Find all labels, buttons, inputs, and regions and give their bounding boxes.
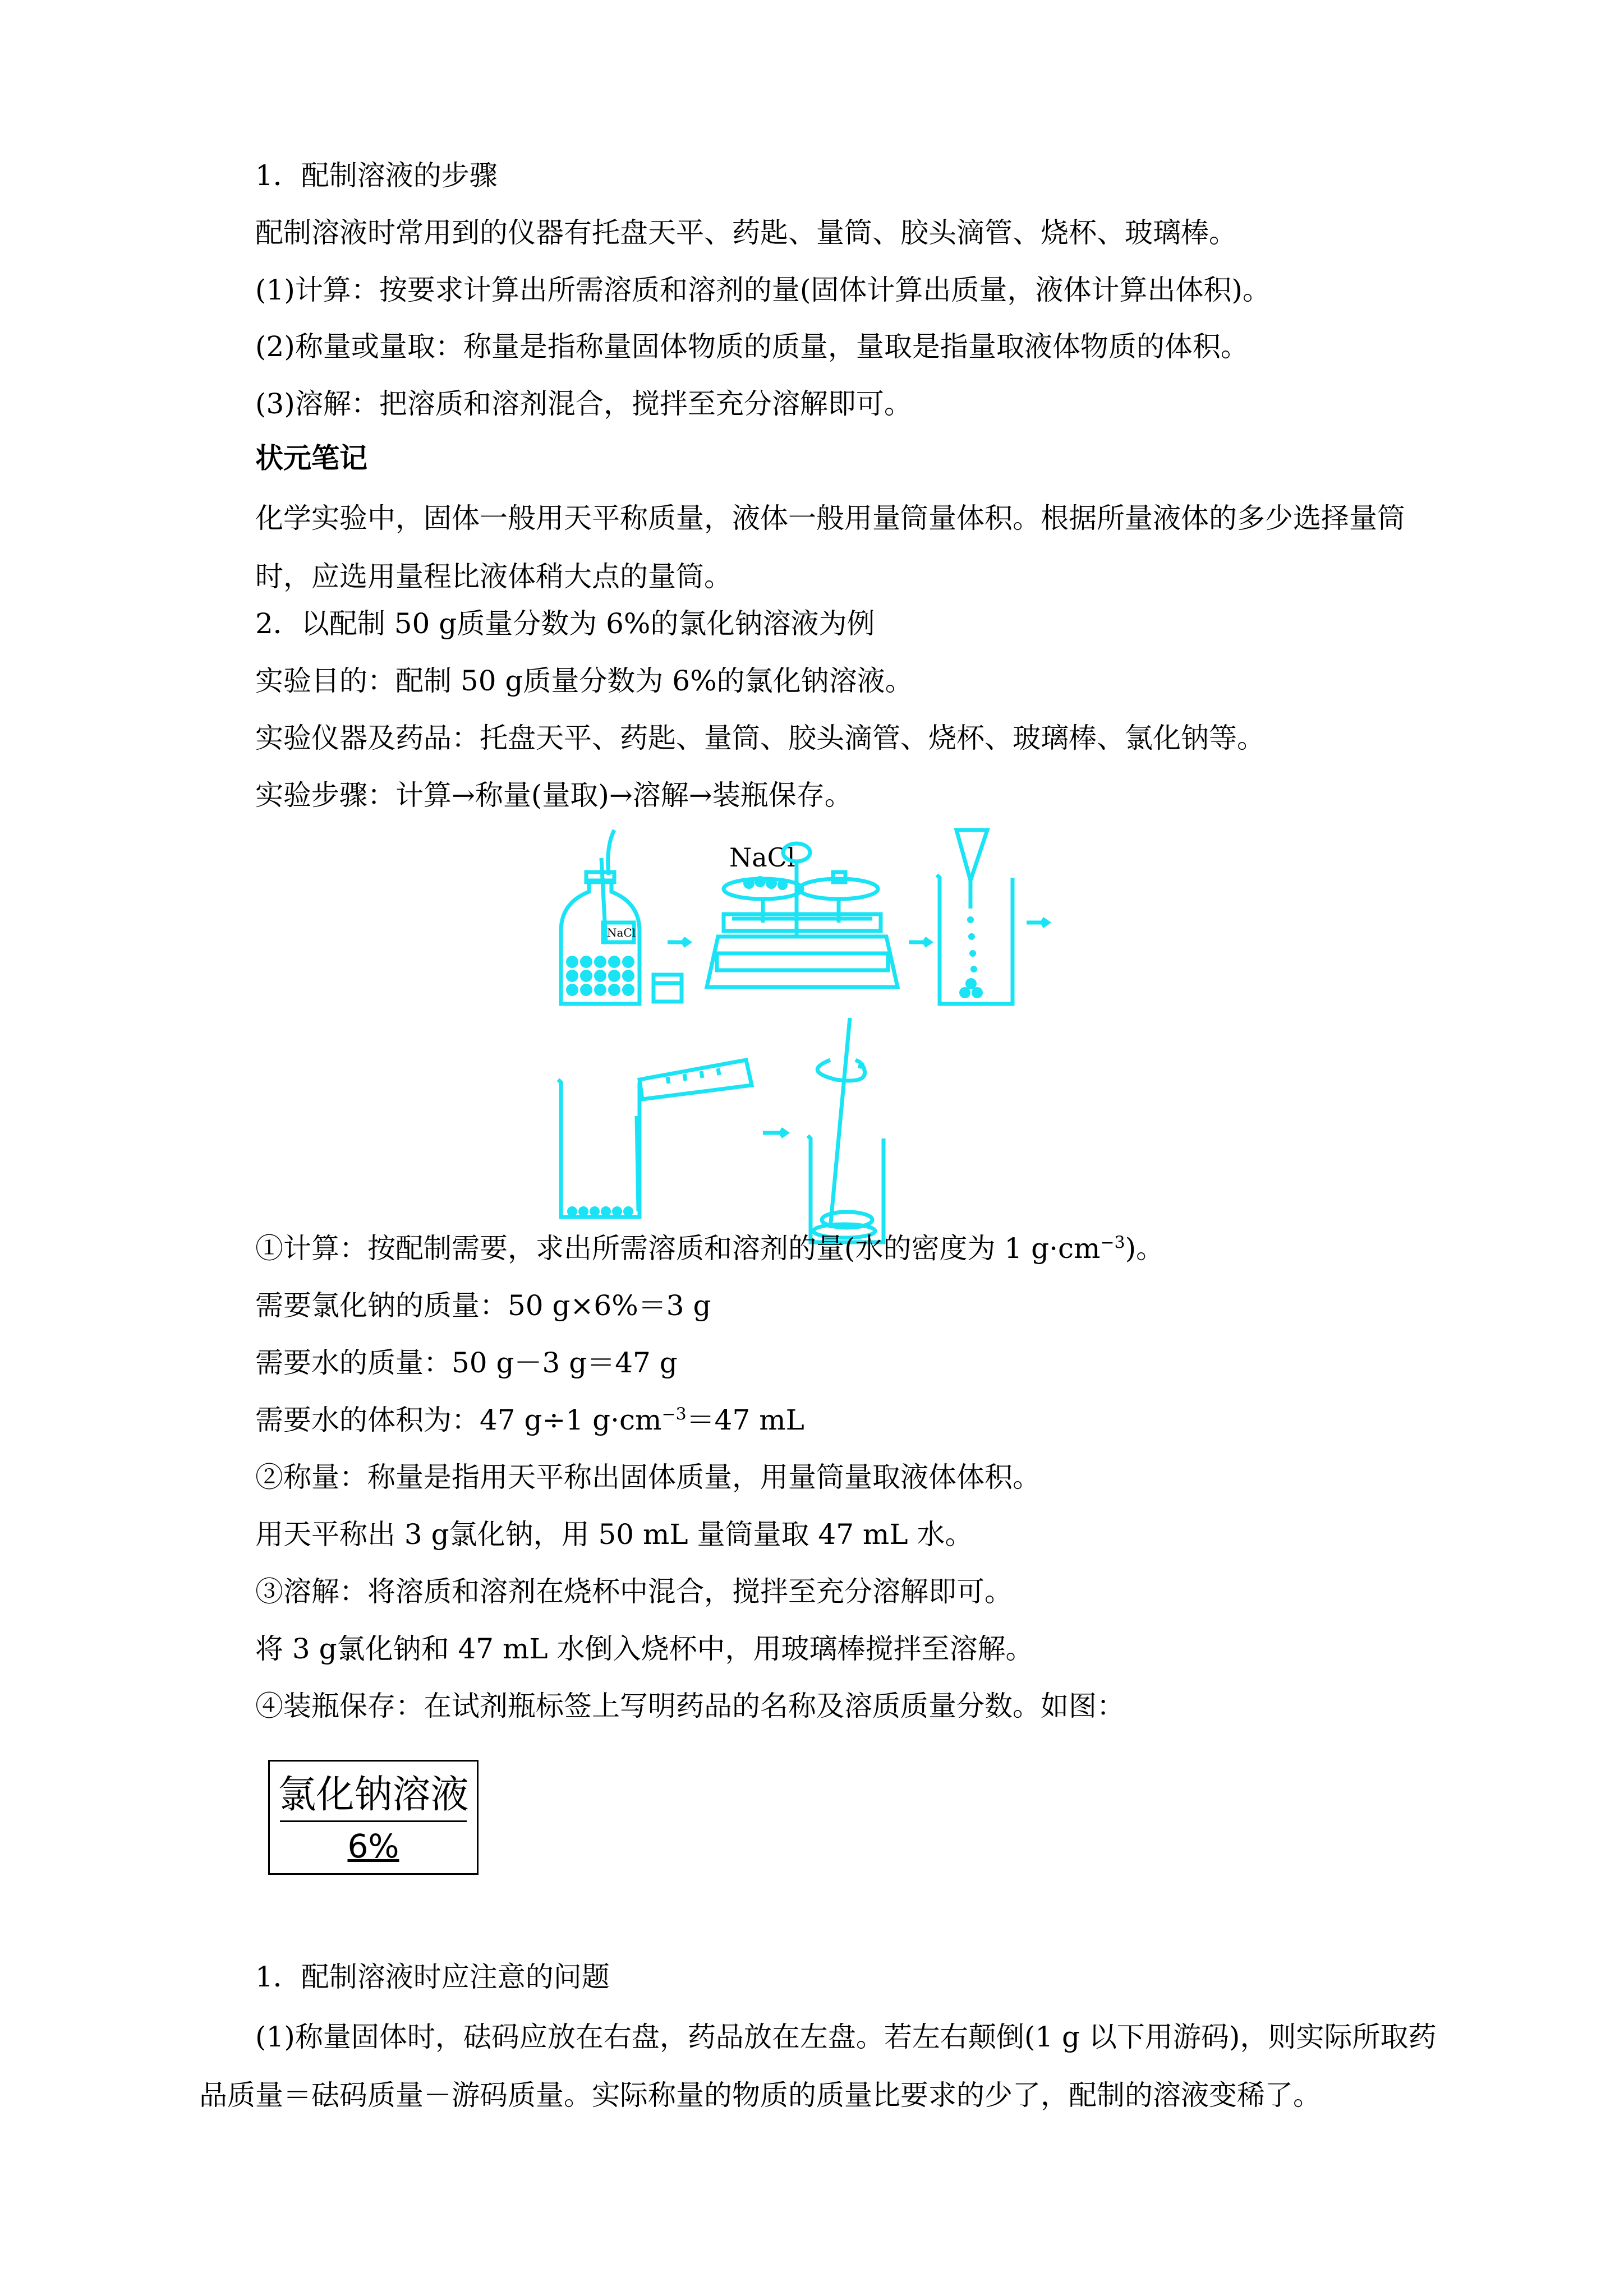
calc-step2: ②称量：称量是指用天平称出固体质量，用量筒量取液体体积。 [255, 1461, 1041, 1493]
reagent-label [268, 1760, 479, 1875]
calc-step2-detail: 用天平称出 3 g氯化钠，用 50 mL 量筒量取 47 mL 水。 [255, 1518, 973, 1551]
pour-water-icon [558, 1060, 752, 1217]
section1-heading: 1．配制溶液的步骤 [255, 159, 498, 192]
label-divider [280, 1820, 467, 1822]
reagent-bottle-icon [561, 830, 640, 1004]
section3-heading: 1．配制溶液时应注意的问题 [255, 1961, 610, 1993]
arrow-icon [668, 938, 689, 946]
calc-nacl-mass: 需要氯化钠的质量：50 g×6%＝3 g [255, 1289, 711, 1322]
calc-step3: ③溶解：将溶质和溶剂在烧杯中混合，搅拌至充分溶解即可。 [255, 1575, 1013, 1608]
arrow-icon [1027, 919, 1048, 926]
section2-heading: 2．以配制 50 g质量分数为 6%的氯化钠溶液为例 [255, 607, 875, 640]
calc-water-volume: 需要水的体积为：47 g÷1 $g\cdot cm^{-3}=47$ mL [255, 1404, 804, 1436]
balance-icon [707, 842, 898, 987]
notes-heading: 状元笔记 [255, 441, 367, 474]
beaker-funnel-icon [937, 830, 1013, 1004]
section1-intro: 配制溶液时常用到的仪器有托盘天平、药匙、量筒、胶头滴管、烧杯、玻璃棒。 [255, 216, 1237, 249]
procedure-diagram [539, 824, 1144, 1273]
label-title: 氯化钠溶液 [278, 1773, 469, 1817]
label-percent: 6% [347, 1827, 399, 1865]
section2-procedure: 实验步骤：计算→称量(量取)→溶解→装瓶保存。 [255, 779, 853, 812]
section2-purpose: 实验目的：配制 50 g质量分数为 6%的氯化钠溶液。 [255, 665, 913, 697]
arrow-icon [763, 1129, 786, 1137]
calc-water-mass: 需要水的质量：50 g－3 g＝47 g [255, 1347, 678, 1379]
calc-step4: ④装瓶保存：在试剂瓶标签上写明药品的名称及溶质质量分数。如图： [255, 1690, 1125, 1722]
calc-step3-detail: 将 3 g氯化钠和 47 mL 水倒入烧杯中，用玻璃棒搅拌至溶解。 [255, 1633, 1034, 1665]
bottle-label: NaCl [607, 926, 636, 939]
notes-text: 化学实验中，固体一般用天平称质量，液体一般用量筒量体积。根据所量液体的多少选择量筒时，应选用量程比液体稍大点的量筒。 [255, 502, 1405, 593]
section1-step3: (3)溶解：把溶质和溶剂混合，搅拌至充分溶解即可。 [255, 388, 912, 420]
balance-label: NaCl [729, 842, 795, 873]
section3-text: (1)称量固体时，砝码应放在右盘，药品放在左盘。若左右颠倒(1 g 以下用游码)，则实际所取药品质量＝砝码质量－游码质量。实际称量的物质的质量比要求的少了，配制的溶液变稀了。 [199, 2021, 1437, 2111]
stir-beaker-icon [808, 1018, 884, 1242]
section1-step2: (2)称量或量取：称量是指称量固体物质的质量，量取是指量取液体物质的体积。 [255, 330, 1249, 363]
arrow-icon [909, 938, 930, 946]
calc-step1: ①计算：按配制需要，求出所需溶质和溶剂的量(水的密度为 1 $g\cdot cm^{-3}$)。 [255, 1232, 1165, 1265]
section2-materials: 实验仪器及药品：托盘天平、药匙、量筒、胶头滴管、烧杯、玻璃棒、氯化钠等。 [255, 722, 1265, 754]
section1-step1: (1)计算：按要求计算出所需溶质和溶剂的量(固体计算出质量，液体计算出体积)。 [255, 274, 1271, 306]
